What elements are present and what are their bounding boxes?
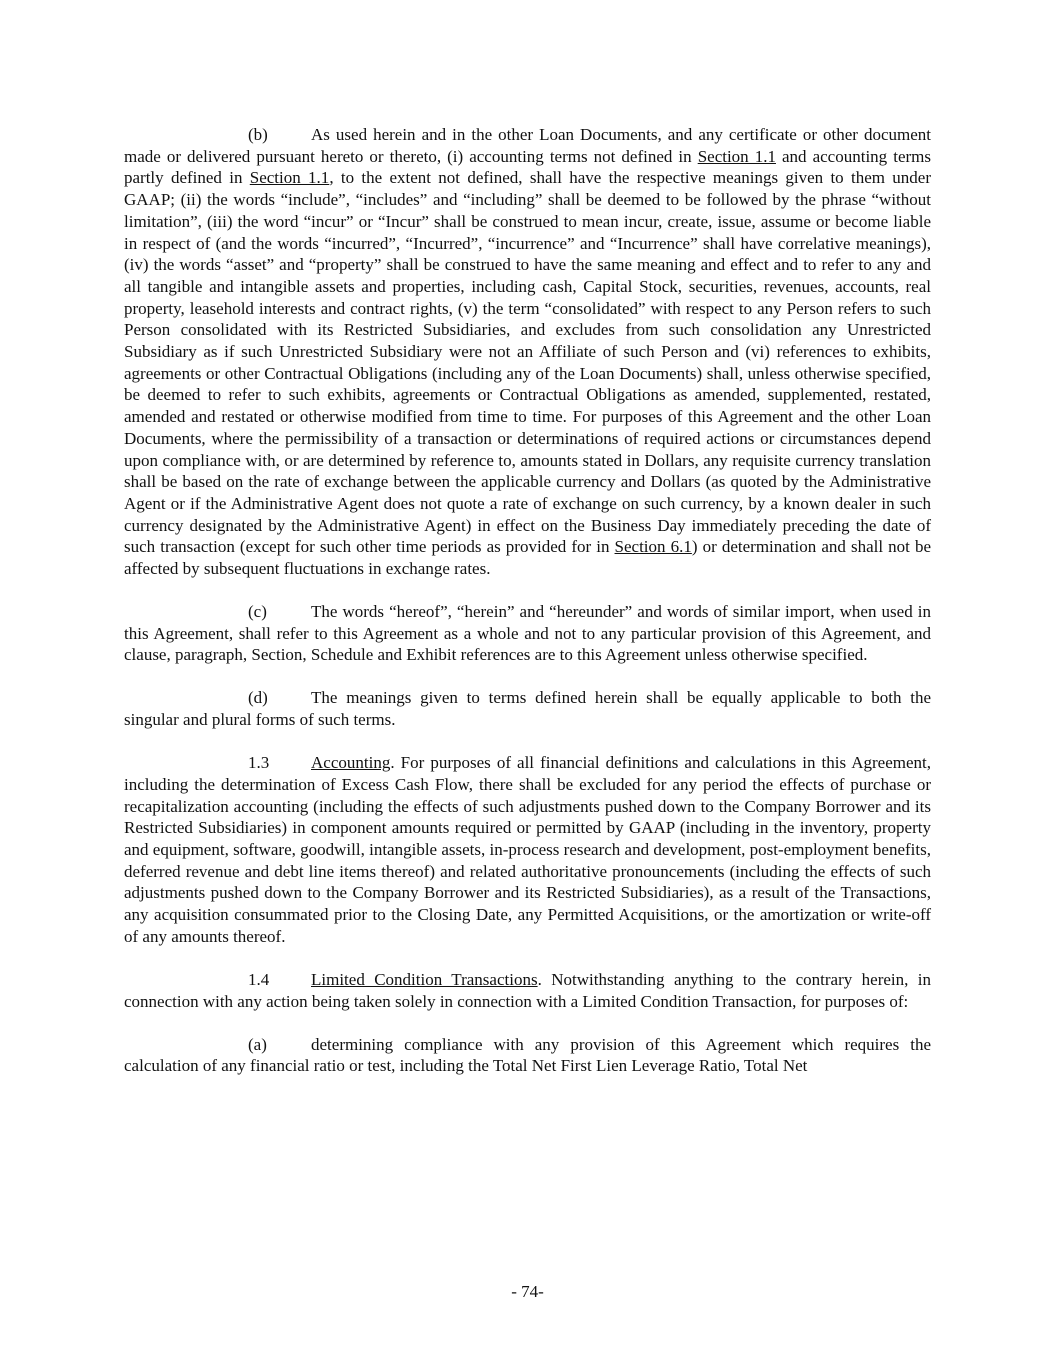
section-reference-link: Section 1.1 — [249, 168, 330, 188]
section-number: 1.3 — [248, 753, 270, 773]
document-body — [124, 124, 931, 1098]
paragraph-number: (d) — [248, 688, 268, 708]
paragraph-number: (b) — [248, 125, 268, 144]
section-heading: Limited Condition Transactions — [311, 969, 538, 989]
paragraph-d: (d) The meanings given to terms defined herein shall be equally applicable to both the singular and plural forms of such terms. — [124, 688, 931, 730]
paragraph-number: (c) — [248, 602, 267, 622]
paragraph-a: (a) determining compliance with any provision of this Agreement which requires the calculation of any financial ratio or test, including the Total Net First Lien Leverage Ratio, Total Net — [124, 1034, 931, 1076]
paragraph-number: (a) — [248, 1034, 267, 1054]
section-1-3-accounting: 1.3 Accounting. For purposes of all financial definitions and calculations in this Agreement, including the determination of Excess Cash Flow, there shall be excluded for any period the effects of purchase or recapitalization accounting (including the effects of such adjustments pushed down to the Company Borrower and its Restricted Subsidiaries) in component amounts required or permitted by GAAP (including in the inventory, property and equipment, software, goodwill, intangible assets, in-process research and development, post-employment benefits, deferred revenue and debt line items thereof) and related authoritative pronouncements (including the effects of such adjustments pushed down to the Company Borrower and its Restricted Subsidiaries), as a result of the Transactions, any acquisition consummated prior to the Closing Date, any Permitted Acquisitions, or the amortization or write-off of any amounts thereof. — [124, 753, 931, 946]
section-number: 1.4 — [248, 969, 270, 989]
section-reference-link: Section 6.1 — [614, 537, 692, 557]
section-reference-link: Section 1.1 — [697, 146, 776, 166]
paragraph-b: (b) As used herein and in the other Loan Documents, and any certificate or other document made or delivered pursuant hereto or thereto, (i) accounting terms not defined in Section 1.1 and accounting terms partly defined in Section 1.1, to the extent not defined, shall have the respective meanings given to them under GAAP; (ii) the words “include”, “includes” and “including” shall be deemed to be followed by the phrase “without limitation”, (iii) the word “incur” or “Incur” shall be construed to mean incur, create, issue, assume or become liable in respect of (and the words “incurred”, “Incurred”, “incurrence” and “Incurrence” shall have correlative meanings), (iv) the words “asset” and “property” shall be construed to have the same meaning and effect and to refer to any and all tangible and intangible assets and properties, including cash, Capital Stock, securities, revenues, accounts, real property, leasehold interests and contract rights, (v) the term “consolidated” with respect to any Person refers to such Person consolidated with its Restricted Subsidiaries, and excludes from such consolidation any Unrestricted Subsidiary as if such Unrestricted Subsidiary were not an Affiliate of such Person and (vi) references to exhibits, agreements or other Contractual Obligations (including any of the Loan Documents) shall, unless otherwise specified, be deemed to refer to such exhibits, agreements or Contractual Obligations as amended, supplemented, restated, amended and restated or otherwise modified from time to time. For purposes of this Agreement and the other Loan Documents, where the permissibility of a transaction or determinations of required actions or circumstances depend upon compliance with, or are determined by reference to, amounts stated in Dollars, any requisite currency translation shall be based on the rate of exchange between the applicable currency and Dollars (as quoted by the Administrative Agent or if the Administrative Agent does not quote a rate of exchange on such currency, by a known dealer in such currency designated by the Administrative Agent) in effect on the Business Day immediately preceding the date of such transaction (except for such other time periods as provided for in Section 6.1) or determination and shall not be affected by subsequent fluctuations in exchange rates. — [124, 125, 931, 579]
page-number: - 74- — [511, 1282, 544, 1301]
paragraph-c: (c) The words “hereof”, “herein” and “hereunder” and words of similar import, when used in this Agreement, shall refer to this Agreement as a whole and not to any particular provision of this Agreement, and clause, paragraph, Section, Schedule and Exhibit references are to this Agreement unless otherwise specified. — [124, 602, 931, 665]
section-heading: Accounting — [311, 753, 391, 773]
section-1-4-limited-condition-transactions: 1.4 Limited Condition Transactions. Notwithstanding anything to the contrary herein, in connection with any action being taken solely in connection with a Limited Condition Transaction, for purposes of: — [124, 969, 931, 1011]
